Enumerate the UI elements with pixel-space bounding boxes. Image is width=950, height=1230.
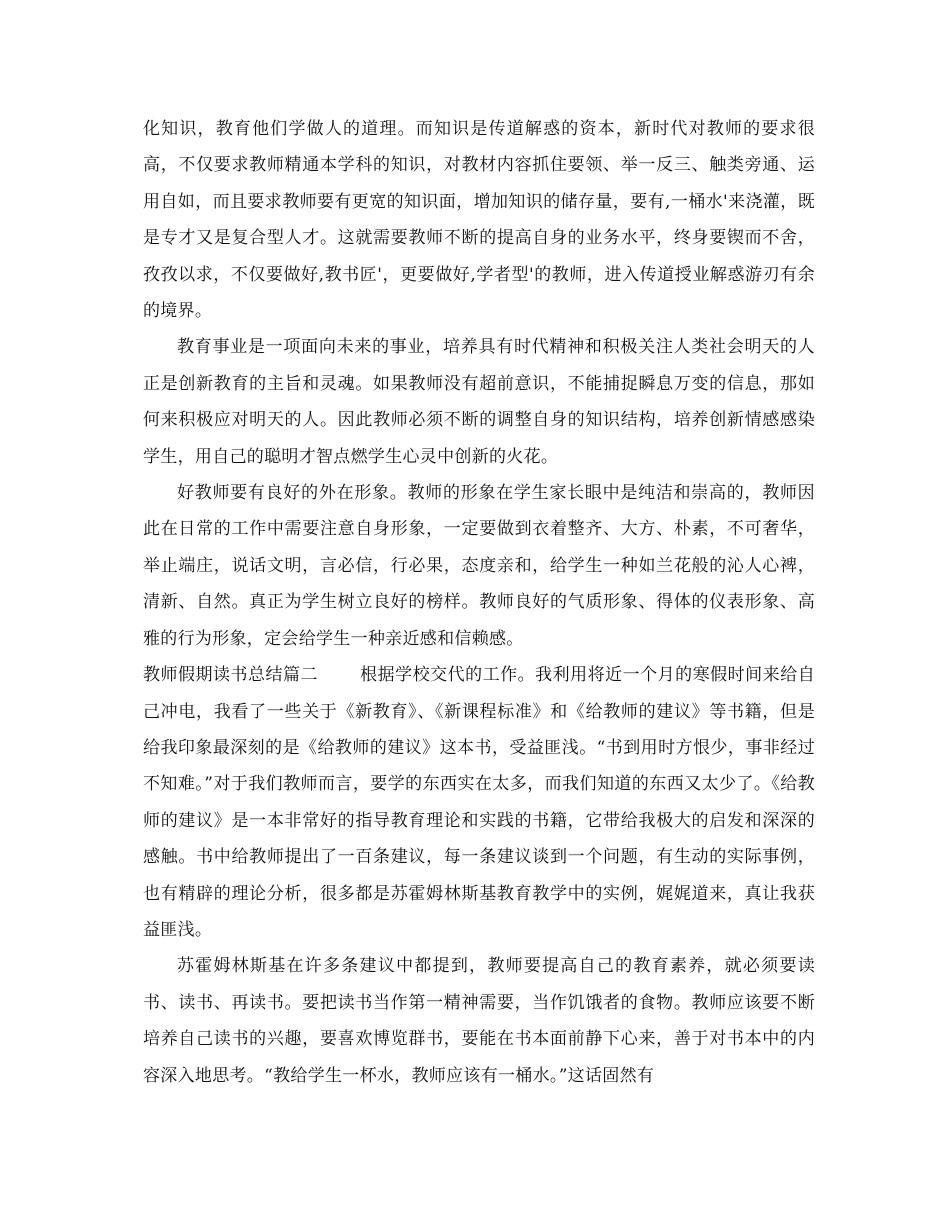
paragraph-2: 教育事业是一项面向未来的事业，培养具有时代精神和积极关注人类社会明天的人正是创新教育的主旨和灵魂。如果教师没有超前意识，不能捕捉瞬息万变的信息，那如何来积极应对明天的人。因此教师必须不断的调整自身的知识结构，培养创新情感感染学生，用自己的聪明才智点燃学生心灵中创新的火花。	[143, 337, 815, 467]
paragraph-4-text: 根据学校交代的工作。我利用将近一个月的寒假时间来给自己冲电，我看了一些关于《新教育》、《新课程标准》和《给教师的建议》等书籍，但是给我印象最深刻的是《给教师的建议》这本书，受益匪浅。“书到用时方恨少，事非经过不知难。”对于我们教师而言，要学的东西实在太多，而我们知道的东西又太少了。《给教师的建议》是一本非常好的指导教育理论和实践的书籍，它带给我极大的启发和深深的感触。书中给教师提出了一百条建议，每一条建议谈到一个问题，有生动的实际事例，也有精辟的理论分析，很多都是苏霍姆林斯基教育教学中的实例，娓娓道来，真让我获益匪浅。	[143, 665, 815, 940]
paragraph-1: 化知识，教育他们学做人的道理。而知识是传道解惑的资本，新时代对教师的要求很高，不仅要求教师精通本学科的知识，对教材内容抓住要领、举一反三、触类旁通、运用自如，而且要求教师要有更宽的知识面，增加知识的储存量，要有,一桶水'来浇灌，既是专才又是复合型人才。这就需要教师不断的提高自身的业务水平，终身要锲而不舍，孜孜以求，不仅要做好,教书匠'，更要做好,学者型'的教师，进入传道授业解惑游刃有余的境界。	[143, 119, 815, 322]
paragraph-3: 好教师要有良好的外在形象。教师的形象在学生家长眼中是纯洁和崇高的，教师因此在日常的工作中需要注意自身形象，一定要做到衣着整齐、大方、朴素，不可奢华，举止端庄，说话文明，言必信，行必果，态度亲和，给学生一种如兰花般的沁人心裨，清新、自然。真正为学生树立良好的榜样。教师良好的气质形象、得体的仪表形象、高雅的行为形象，定会给学生一种亲近感和信赖感。	[143, 483, 815, 649]
document-body	[143, 111, 815, 1094]
paragraph-5: 苏霍姆林斯基在许多条建议中都提到，教师要提高自己的教育素养，就必须要读书、读书、再读书。要把读书当作第一精神需要，当作饥饿者的食物。教师应该要不断培养自己读书的兴趣，要喜欢博览群书，要能在书本面前静下心来，善于对书本中的内容深入地思考。“教给学生一杯水，教师应该有一桶水。”这话固然有	[143, 956, 815, 1086]
section-heading: 教师假期读书总结篇二	[143, 665, 319, 686]
paragraph-4	[143, 657, 815, 948]
